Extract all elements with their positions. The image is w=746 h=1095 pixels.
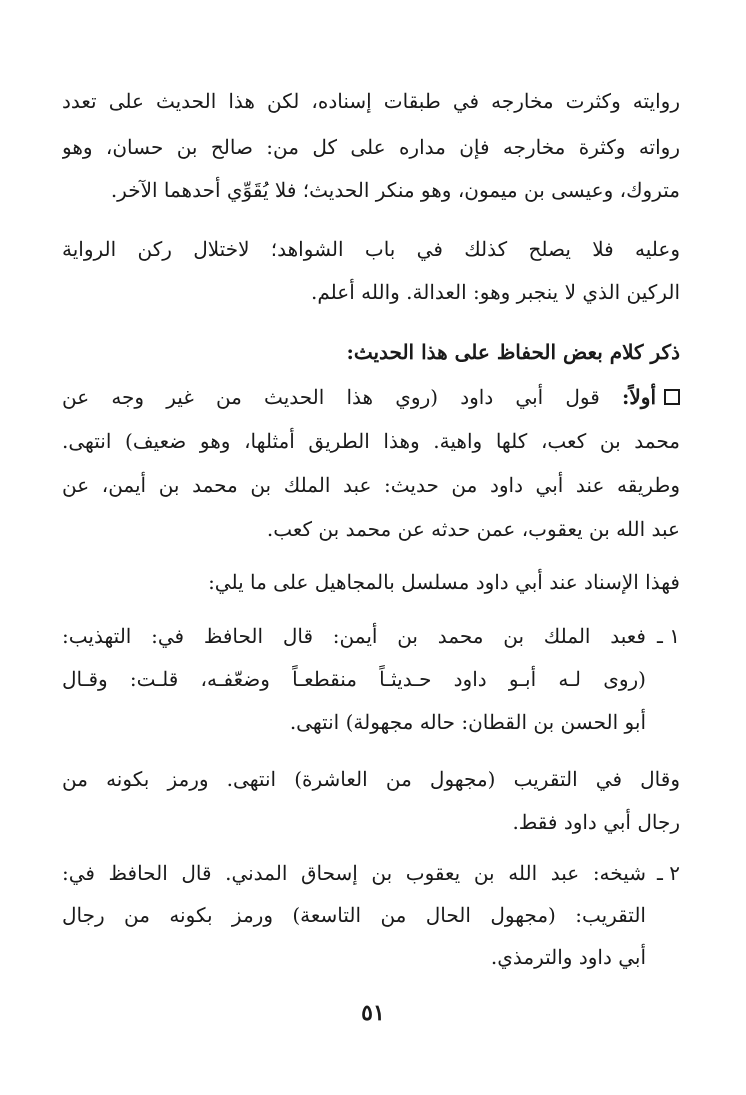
narrator1-line5: رجال أبي داود فقط. <box>512 810 680 834</box>
first-item-line4: عبد الله بن يعقوب، عمن حدثه عن محمد بن كعب. <box>266 517 680 541</box>
first-item-line2: محمد بن كعب، كلها واهية. وهذا الطريق أمثلها، وهو ضعيف) انتهى. <box>62 429 680 453</box>
paragraph1-line3: متروك، وعيسى بن ميمون، وهو منكر الحديث؛ فلا يُقَوِّي أحدهما الآخر. <box>110 178 680 202</box>
first-item-text: قول أبي داود (روي هذا الحديث من غير وجه عن <box>62 385 600 409</box>
narrator1-line4: وقال في التقريب (مجهول من العاشرة) انتهى. ورمز بكونه من <box>62 767 680 791</box>
narrator2-line3: أبي داود والترمذي. <box>490 945 646 969</box>
checkbox-square-icon <box>664 389 680 405</box>
first-item-line1 <box>62 380 680 414</box>
paragraph2-line2: الركين الذي لا ينجبر وهو: العدالة. والله أعلم. <box>311 280 680 304</box>
paragraph1-line2: رواته وكثرة مخارجه فإن مداره على كل من: صالح بن حسان، وهو <box>62 135 680 159</box>
first-item-label: أولاً: <box>622 385 657 409</box>
narrator1-line3: أبو الحسن بن القطان: حاله مجهولة) انتهى. <box>289 710 646 734</box>
narrator2-number: ٢ ـ <box>657 861 680 885</box>
narrator1-line1: فعبد الملك بن محمد بن أيمن: قال الحافظ في: التهذيب: <box>62 624 646 648</box>
narrator1-line2: (روى لـه أبـو داود حـديثـاً منقطعـاً وضعّفـه، قلـت: وقـال <box>62 667 646 691</box>
narrator1-number: ١ ـ <box>657 624 680 648</box>
page-number: ٥١ <box>361 1000 385 1026</box>
first-item-line3: وطريقه عند أبي داود من حديث: عبد الملك بن محمد بن أيمن، عن <box>62 473 680 497</box>
narrator2-line1: شيخه: عبد الله بن يعقوب بن إسحاق المدني. قال الحافظ في: <box>62 861 646 885</box>
section-heading: ذكر كلام بعض الحفاظ على هذا الحديث: <box>346 340 680 364</box>
chain-intro: فهذا الإسناد عند أبي داود مسلسل بالمجاهيل على ما يلي: <box>208 570 680 594</box>
narrator2-line2: التقريب: (مجهول الحال من التاسعة) ورمز بكونه من رجال <box>62 903 646 927</box>
paragraph2-line1: وعليه فلا يصلح كذلك في باب الشواهد؛ لاختلال ركن الرواية <box>62 237 680 261</box>
paragraph1-line1: روايته وكثرت مخارجه في طبقات إسناده، لكن هذا الحديث على تعدد <box>62 89 680 113</box>
